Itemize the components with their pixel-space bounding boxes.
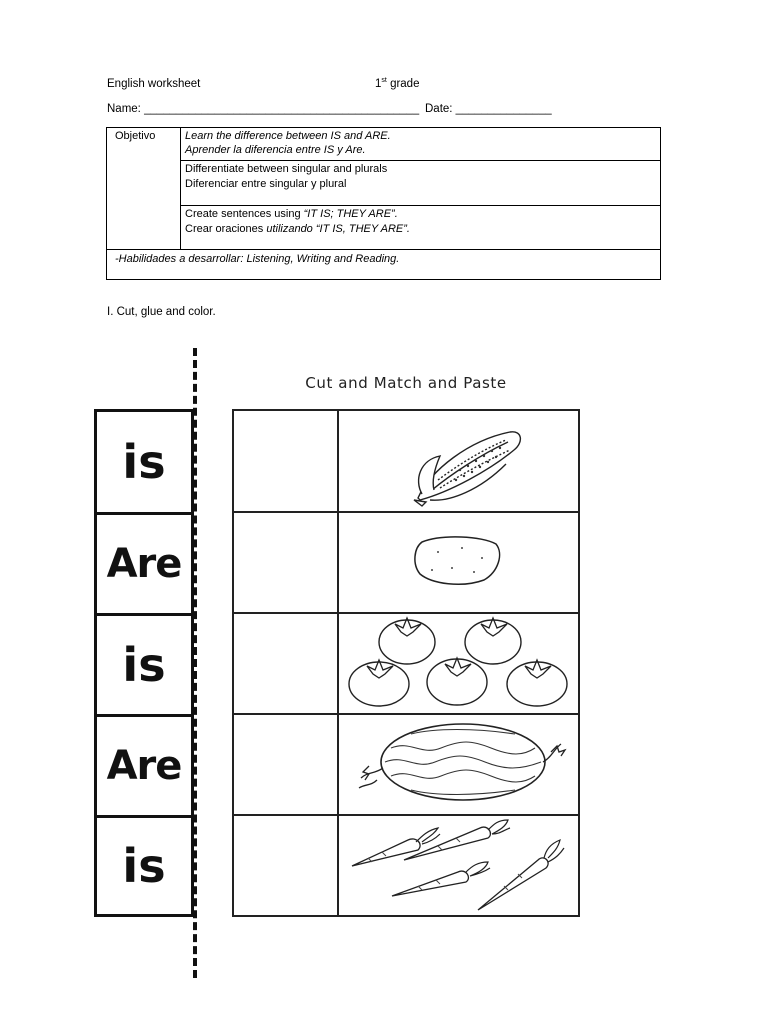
paste-slot-5[interactable] [234, 815, 335, 913]
tomatoes-icon [345, 612, 575, 710]
objective-label: Objetivo [115, 130, 156, 142]
objective-2-en: Differentiate between singular and plurals [185, 163, 388, 175]
date-field[interactable]: Date: _______________ [425, 103, 552, 115]
grade-word: grade [390, 78, 420, 90]
potato-icon [412, 532, 504, 588]
objective-3-es: Crear oraciones utilizando “IT IS, THEY ARE”. [185, 223, 410, 235]
paste-slot-4[interactable] [234, 714, 335, 812]
word-card[interactable]: is [122, 839, 166, 893]
name-field[interactable]: Name: ___________________________________________ [107, 103, 420, 115]
word-card[interactable]: is [122, 638, 166, 692]
grade-suffix: st [381, 77, 387, 84]
paste-slot-3[interactable] [234, 613, 335, 711]
word-card[interactable]: is [122, 435, 166, 489]
objective-1-es: Aprender la diferencia entre IS y Are. [185, 144, 366, 156]
activity-title: Cut and Match and Paste [305, 374, 507, 392]
section-instruction: I. Cut, glue and color. [107, 306, 216, 318]
word-cards [94, 409, 194, 917]
carrots-icon [348, 814, 573, 914]
corn-icon [410, 420, 530, 505]
objective-3-en: Create sentences using “IT IS; THEY ARE”. [185, 208, 398, 220]
grade-label [375, 78, 419, 90]
paste-slot-1[interactable] [234, 411, 335, 509]
skills-text: -Habilidades a desarrollar: Listening, Writing and Reading. [115, 253, 400, 265]
objectives-table [106, 127, 661, 280]
watermelon-icon [355, 718, 565, 808]
word-card[interactable]: Are [106, 743, 182, 789]
objective-2-es: Diferenciar entre singular y plural [185, 178, 347, 190]
word-card[interactable]: Are [106, 541, 182, 587]
objective-1-en: Learn the difference between IS and ARE. [185, 130, 391, 142]
paste-slot-2[interactable] [234, 512, 335, 610]
grade-number: 1 [375, 78, 382, 90]
worksheet-title: English worksheet [107, 78, 201, 90]
